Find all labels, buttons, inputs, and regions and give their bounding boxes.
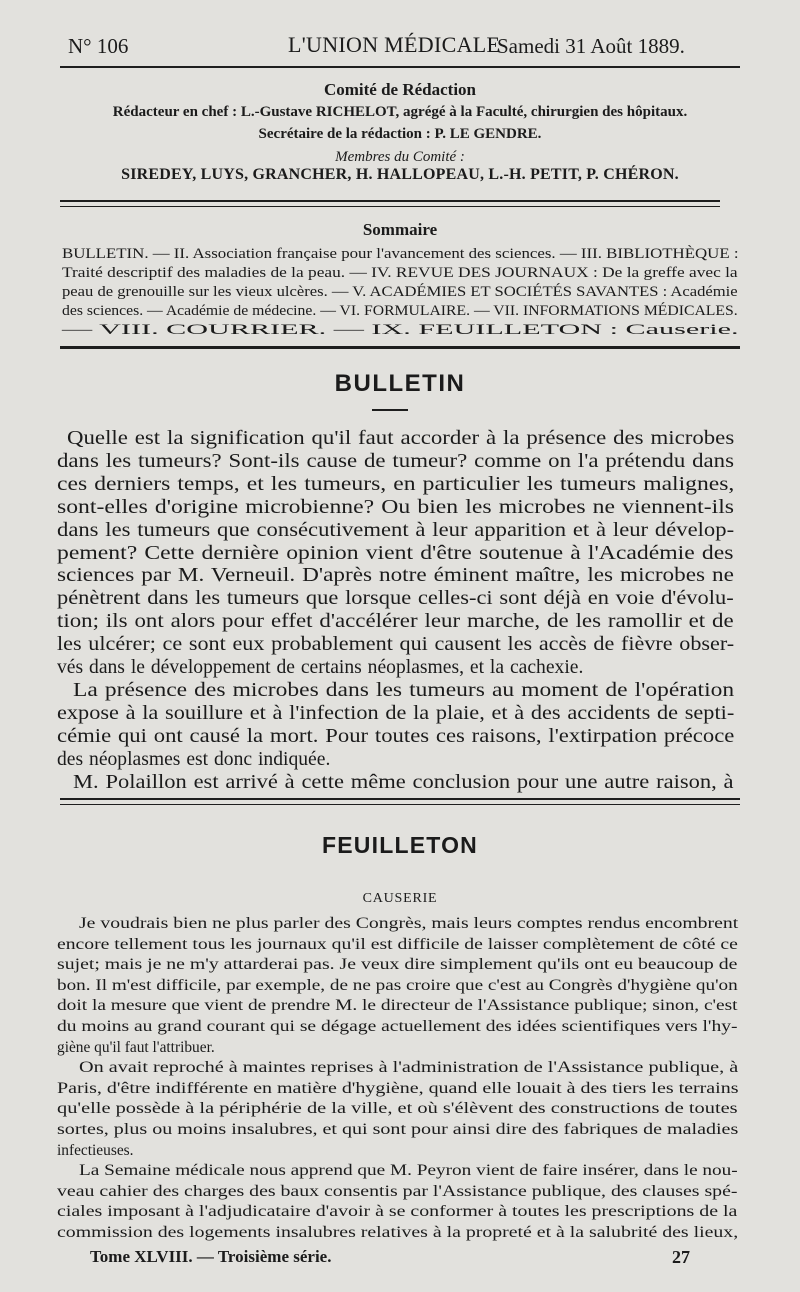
- issue-number: N° 106: [68, 34, 129, 58]
- bulletin-line: ces derniers temps, et les tumeurs, en particulier les tumeurs malignes,: [57, 473, 735, 495]
- bulletin-line: M. Polaillon est arrivé à cette même conclusion pour une autre raison, à: [73, 771, 734, 793]
- bulletin-line: expose à la souillure et à l'infection de la plaie, et à des accidents de septi-: [57, 702, 735, 724]
- feuilleton-line: infectieuses.: [57, 1141, 134, 1159]
- feuilleton-line: ciales imposant à l'adjudicataire d'avoir à se conformer à toutes les prescriptions de la: [57, 1203, 738, 1221]
- bulletin-line: pénètrent dans les tumeurs que lorsque celles-ci sont déjà en voie d'évolu-: [57, 588, 734, 610]
- committee-editor-line: Rédacteur en chef : L.-Gustave RICHELOT, agrégé à la Faculté, chirurgien des hôpitaux.: [112, 104, 688, 120]
- bulletin-title: BULLETIN: [334, 370, 466, 397]
- feuilleton-line: giène qu'il faut l'attribuer.: [57, 1038, 215, 1056]
- bulletin-line: Quelle est la signification qu'il faut accorder à la présence des microbes: [67, 428, 735, 449]
- bulletin-line: dans les tumeurs que consécutivement à leur apparition et à leur dévelop-: [57, 519, 735, 541]
- feuilleton-line: Je voudrais bien ne plus parler des Congrès, mais leurs comptes rendus encombrent: [79, 915, 739, 932]
- feuilleton-line: sortes, plus ou moins insalubres, et qui sont pour ainsi dire des fabriques de maladies: [57, 1121, 739, 1138]
- committee-members-line: SIREDEY, LUYS, GRANCHER, H. HALLOPEAU, L.-H. PETIT, P. CHÉRON.: [121, 166, 679, 183]
- feuilleton-line: qu'elle possède à la périphérie de la ville, et où s'élèvent des constructions de toutes: [57, 1100, 738, 1118]
- feuilleton-line: On avait reproché à maintes reprises à l'administration de l'Assistance publique, à: [79, 1059, 739, 1077]
- sommaire-rule: [60, 346, 740, 349]
- journal-title: L'UNION MÉDICALE: [288, 32, 501, 57]
- issue-date: Samedi 31 Août 1889.: [497, 34, 685, 58]
- footer-page-number: 27: [672, 1247, 690, 1267]
- feuilleton-rule-top: [60, 798, 740, 800]
- bulletin-line: dans les tumeurs? Sont-ils cause de tumeur? comme on l'a prétendu dans: [57, 450, 734, 472]
- feuilleton-line: sujet; mais je ne m'y attarderai pas. Je veux dire simplement qu'ils ont eu beaucoup de: [57, 956, 738, 974]
- sommaire-line: Traité descriptif des maladies de la peau. — IV. REVUE DES JOURNAUX : De la greffe avec la: [62, 265, 738, 281]
- header-rule: [60, 66, 740, 68]
- feuilleton-rule-bottom: [60, 804, 740, 805]
- feuilleton-line: bon. Il m'est difficile, par exemple, de ne pas croire que c'est au Congrès d'hygiène qu'on: [57, 976, 738, 994]
- footer-tome: Tome XLVIII. — Troisième série.: [90, 1247, 332, 1266]
- bulletin-line: les ulcérer; ce sont eux probablement qui causent les accès de fièvre obser-: [57, 634, 735, 656]
- bulletin-line: La présence des microbes dans les tumeurs au moment de l'opération: [73, 679, 735, 701]
- bulletin-line: sciences par M. Verneuil. D'après notre éminent maître, les microbes ne: [57, 565, 734, 587]
- sommaire-line: — VIII. COURRIER. — IX. FEUILLETON : Causerie.: [62, 322, 739, 338]
- committee-title: Comité de Rédaction: [323, 80, 477, 99]
- feuilleton-title: FEUILLETON: [322, 832, 478, 858]
- bulletin-line: vés dans le développement de certains néoplasmes, et la cachexie.: [57, 657, 584, 678]
- committee-rule-bottom: [60, 206, 720, 207]
- feuilleton-subtitle: CAUSERIE: [362, 891, 438, 906]
- feuilleton-line: doit la mesure que vient de prendre M. le directeur de l'Assistance publique; sinon, c'est: [57, 997, 738, 1015]
- feuilleton-line: du moins au grand courant qui se dégage actuellement des idées scientifiques vers l'hy-: [57, 1018, 738, 1035]
- feuilleton-line: Paris, d'être indifférente en matière d'hygiène, quand elle louait à des tiers les terrains: [57, 1079, 739, 1097]
- committee-rule-top: [60, 200, 720, 202]
- feuilleton-line: veau cahier des charges des baux consentis par l'Assistance publique, des clauses spé-: [57, 1182, 738, 1200]
- committee-secretary-line: Secrétaire de la rédaction : P. LE GENDRE.: [258, 126, 542, 142]
- bulletin-line: des néoplasmes est donc indiquée.: [57, 748, 331, 770]
- bulletin-line: cémie qui ont causé la mort. Pour toutes ces raisons, l'extirpation précoce: [57, 725, 735, 747]
- bulletin-line: sont-elles d'origine microbienne? Ou bien les microbes ne viennent-ils: [57, 496, 735, 518]
- feuilleton-line: La Semaine médicale nous apprend que M. Peyron vient de faire insérer, dans le nou-: [79, 1162, 738, 1180]
- sommaire-line: BULLETIN. — II. Association française pour l'avancement des sciences. — III. BIBLIOTHÈQUE :: [62, 246, 739, 262]
- committee-members-label: Membres du Comité :: [335, 149, 465, 165]
- sommaire-title: Sommaire: [362, 220, 438, 239]
- feuilleton-line: commission des logements insalubres relatives à la propreté et à la salubrité des lieux,: [57, 1224, 739, 1241]
- sommaire-line: peau de grenouille sur les vieux ulcères. — V. ACADÉMIES ET SOCIÉTÉS SAVANTES : Académie: [62, 284, 738, 300]
- bulletin-line: tion; ils ont alors pour effet d'accélérer leur marche, de les ramollir et de: [57, 611, 734, 633]
- feuilleton-line: encore tellement tous les journaux qu'il est difficile de laisser complètement de côté ce: [57, 935, 738, 953]
- bulletin-title-dash: [372, 409, 408, 411]
- sommaire-line: des sciences. — Académie de médecine. — VI. FORMULAIRE. — VII. INFORMATIONS MÉDICALES.: [62, 303, 738, 319]
- bulletin-line: pement? Cette dernière opinion vient d'être soutenue à l'Académie des: [57, 542, 734, 564]
